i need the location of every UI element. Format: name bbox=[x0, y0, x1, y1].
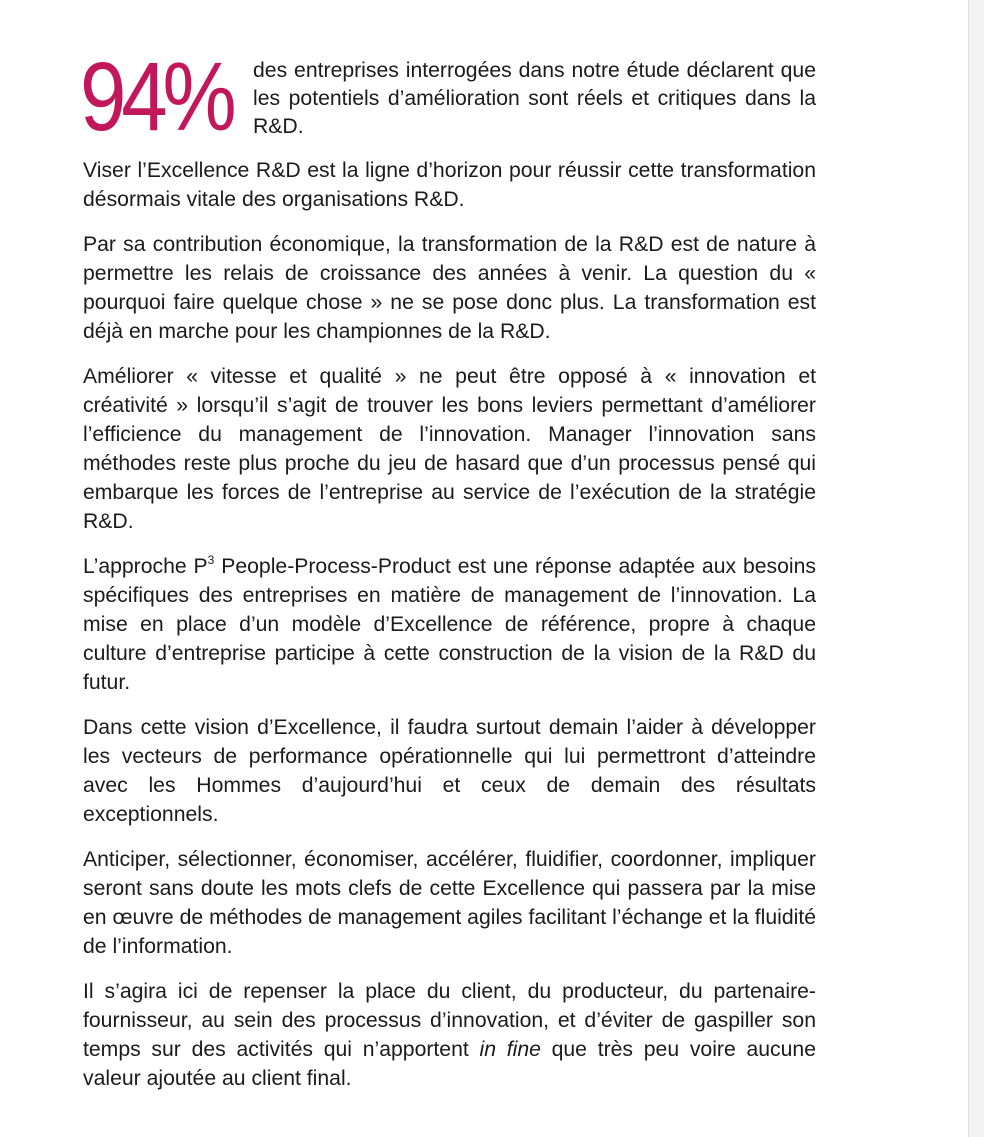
superscript-3: 3 bbox=[207, 553, 215, 567]
paragraph-5: Dans cette vision d’Excellence, il faudra surtout demain l’aider à développer les vecteurs de performance opérationnelle qui lui permettront d’atteindre avec les Hommes d’aujourd’hui et ceux de demain des résultats exceptionnels. bbox=[83, 716, 816, 826]
vertical-scrollbar[interactable] bbox=[968, 0, 984, 1137]
paragraph-4 bbox=[83, 552, 816, 697]
paragraph-7-start: Il s’agira ici de repenser la place du client, du producteur, du partenaire-fournisseur, au sein des processus d’innovation, et d’éviter de gaspiller son temps sur des activités qui n’apportent bbox=[83, 980, 816, 1061]
paragraph-4-rest: People-Process-Product est une réponse adaptée aux besoins spécifiques des entreprises en matière de management de l’innovation. La mise en place d’un modèle d’Excellence de référence, propre à chaque culture d’entreprise participe à cette construction de la vision de la R&D du futur. bbox=[83, 555, 816, 694]
paragraph-3: Améliorer « vitesse et qualité » ne peut être opposé à « innovation et créativité » lorsqu’il s’agit de trouver les bons leviers permettant d’améliorer l’efficience du management de l’innovation. Manager l’innovation sans méthodes reste plus proche du jeu de hasard que d’un processus pensé qui embarque les forces de l’entreprise au service de l’exécution de la stratégie R&D. bbox=[83, 365, 816, 533]
paragraph-7 bbox=[83, 977, 816, 1093]
stat-callout bbox=[80, 42, 816, 151]
italic-phrase: in fine bbox=[479, 1038, 541, 1061]
paragraph-2: Par sa contribution économique, la transformation de la R&D est de nature à permettre les relais de croissance des années à venir. La question du « pourquoi faire quelque chose » ne se pose donc plus. La transformation est déjà en marche pour les championnes de la R&D. bbox=[83, 233, 816, 343]
stat-number: 94% bbox=[80, 42, 232, 151]
paragraph-1: Viser l’Excellence R&D est la ligne d’horizon pour réussir cette transformation désormais vitale des organisations R&D. bbox=[83, 159, 816, 211]
paragraph-6: Anticiper, sélectionner, économiser, accélérer, fluidifier, coordonner, impliquer seront sans doute les mots clefs de cette Excellence qui passera par la mise en œuvre de méthodes de management agiles facilitant l’échange et la fluidité de l’information. bbox=[83, 848, 816, 958]
document-body bbox=[80, 42, 816, 1109]
stat-text: des entreprises interrogées dans notre étude déclarent que les potentiels d’amélioration sont réels et critiques dans la R&D. bbox=[253, 59, 816, 138]
paragraph-4-start: L’approche P bbox=[83, 555, 208, 578]
paragraph-7-end: que très peu voire aucune valeur ajoutée au client final. bbox=[83, 1038, 816, 1090]
